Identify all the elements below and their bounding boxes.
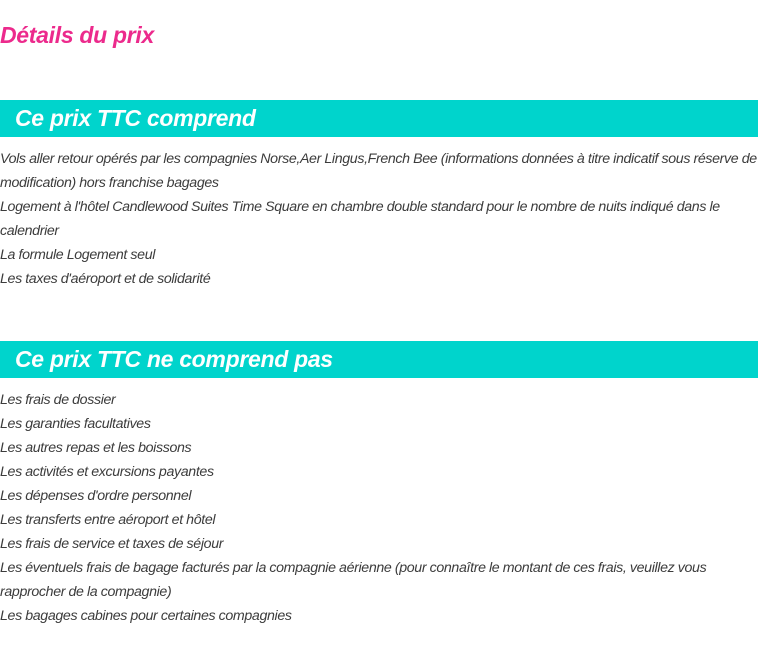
excludes-heading: Ce prix TTC ne comprend pas [15,346,333,372]
page-title: Détails du prix [0,22,154,48]
excludes-item: Les autres repas et les boissons [0,440,192,456]
excludes-item: Les frais de service et taxes de séjour [0,536,224,552]
excludes-item: Les bagages cabines pour certaines compagnies [0,608,292,624]
excludes-item: Les transferts entre aéroport et hôtel [0,512,216,528]
includes-item: La formule Logement seul [0,247,156,263]
includes-list [0,147,758,291]
includes-item: Logement à l'hôtel Candlewood Suites Time Square en chambre double standard pour le nombre de nuits indiqué dans le calendrier [0,199,720,239]
excludes-item: Les dépenses d'ordre personnel [0,488,192,504]
includes-heading: Ce prix TTC comprend [15,105,256,131]
excludes-list [0,388,758,628]
includes-item: Vols aller retour opérés par les compagnies Norse,Aer Lingus,French Bee (informations données à titre indicatif sous réserve de modification) hors franchise bagages [0,151,757,191]
includes-item: Les taxes d'aéroport et de solidarité [0,271,211,287]
excludes-item: Les activités et excursions payantes [0,464,214,480]
includes-section-header [0,100,758,137]
excludes-item: Les éventuels frais de bagage facturés par la compagnie aérienne (pour connaître le montant de ces frais, veuillez vous rapprocher de la compagnie) [0,560,707,600]
excludes-item: Les garanties facultatives [0,416,151,432]
excludes-item: Les frais de dossier [0,392,116,408]
excludes-section-header [0,341,758,378]
